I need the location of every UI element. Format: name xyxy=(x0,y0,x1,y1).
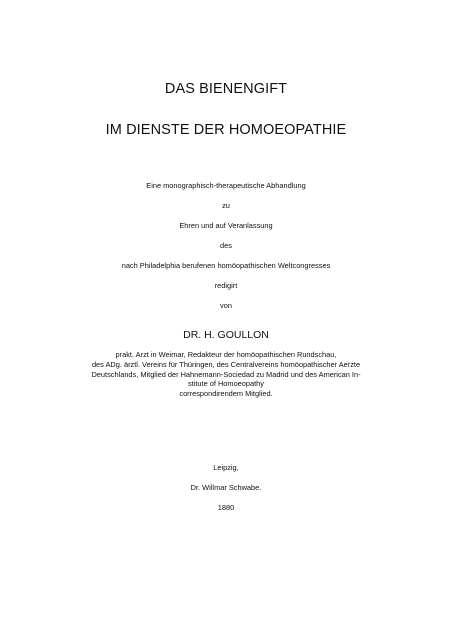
subtitle-line: nach Philadelphia berufenen homöopathischen Weltcongresses xyxy=(121,261,331,270)
imprint-place: Leipzig, xyxy=(213,463,239,472)
affiliation-line: correspondirendem Mitglied. xyxy=(179,389,273,399)
affiliation-line: stitute of Homoeopathy xyxy=(187,379,264,389)
subtitle-line: Eine monographisch-therapeutische Abhandlung xyxy=(146,181,306,190)
affiliation-line: prakt. Arzt in Weimar, Redakteur der homöopathischen Rundschau, xyxy=(115,350,337,359)
author-affiliation xyxy=(0,350,452,399)
author-name: DR. H. GOULLON xyxy=(183,329,269,341)
affiliation-line: des ADg. ärztl. Vereins für Thüringen, des Centralvereins homöopathischer Aerzte xyxy=(91,359,361,369)
affiliation-line: Deutschlands, Mitglied der Hahnemann-Sociedad zu Madrid und des American In- xyxy=(91,369,361,379)
main-title: DAS BIENENGIFT xyxy=(164,81,288,97)
imprint-year: 1880 xyxy=(217,503,235,512)
imprint-publisher: Dr. Willmar Schwabe. xyxy=(190,483,262,492)
subtitle-line: redigirt xyxy=(214,281,238,290)
subtitle-line: des xyxy=(220,241,232,250)
subtitle-line: Ehren und auf Veranlassung xyxy=(179,221,273,230)
subtitle-line: zu xyxy=(222,201,230,210)
subtitle-line: von xyxy=(220,301,232,310)
sub-title: IM DIENSTE DER HOMOEOPATHIE xyxy=(105,122,347,138)
